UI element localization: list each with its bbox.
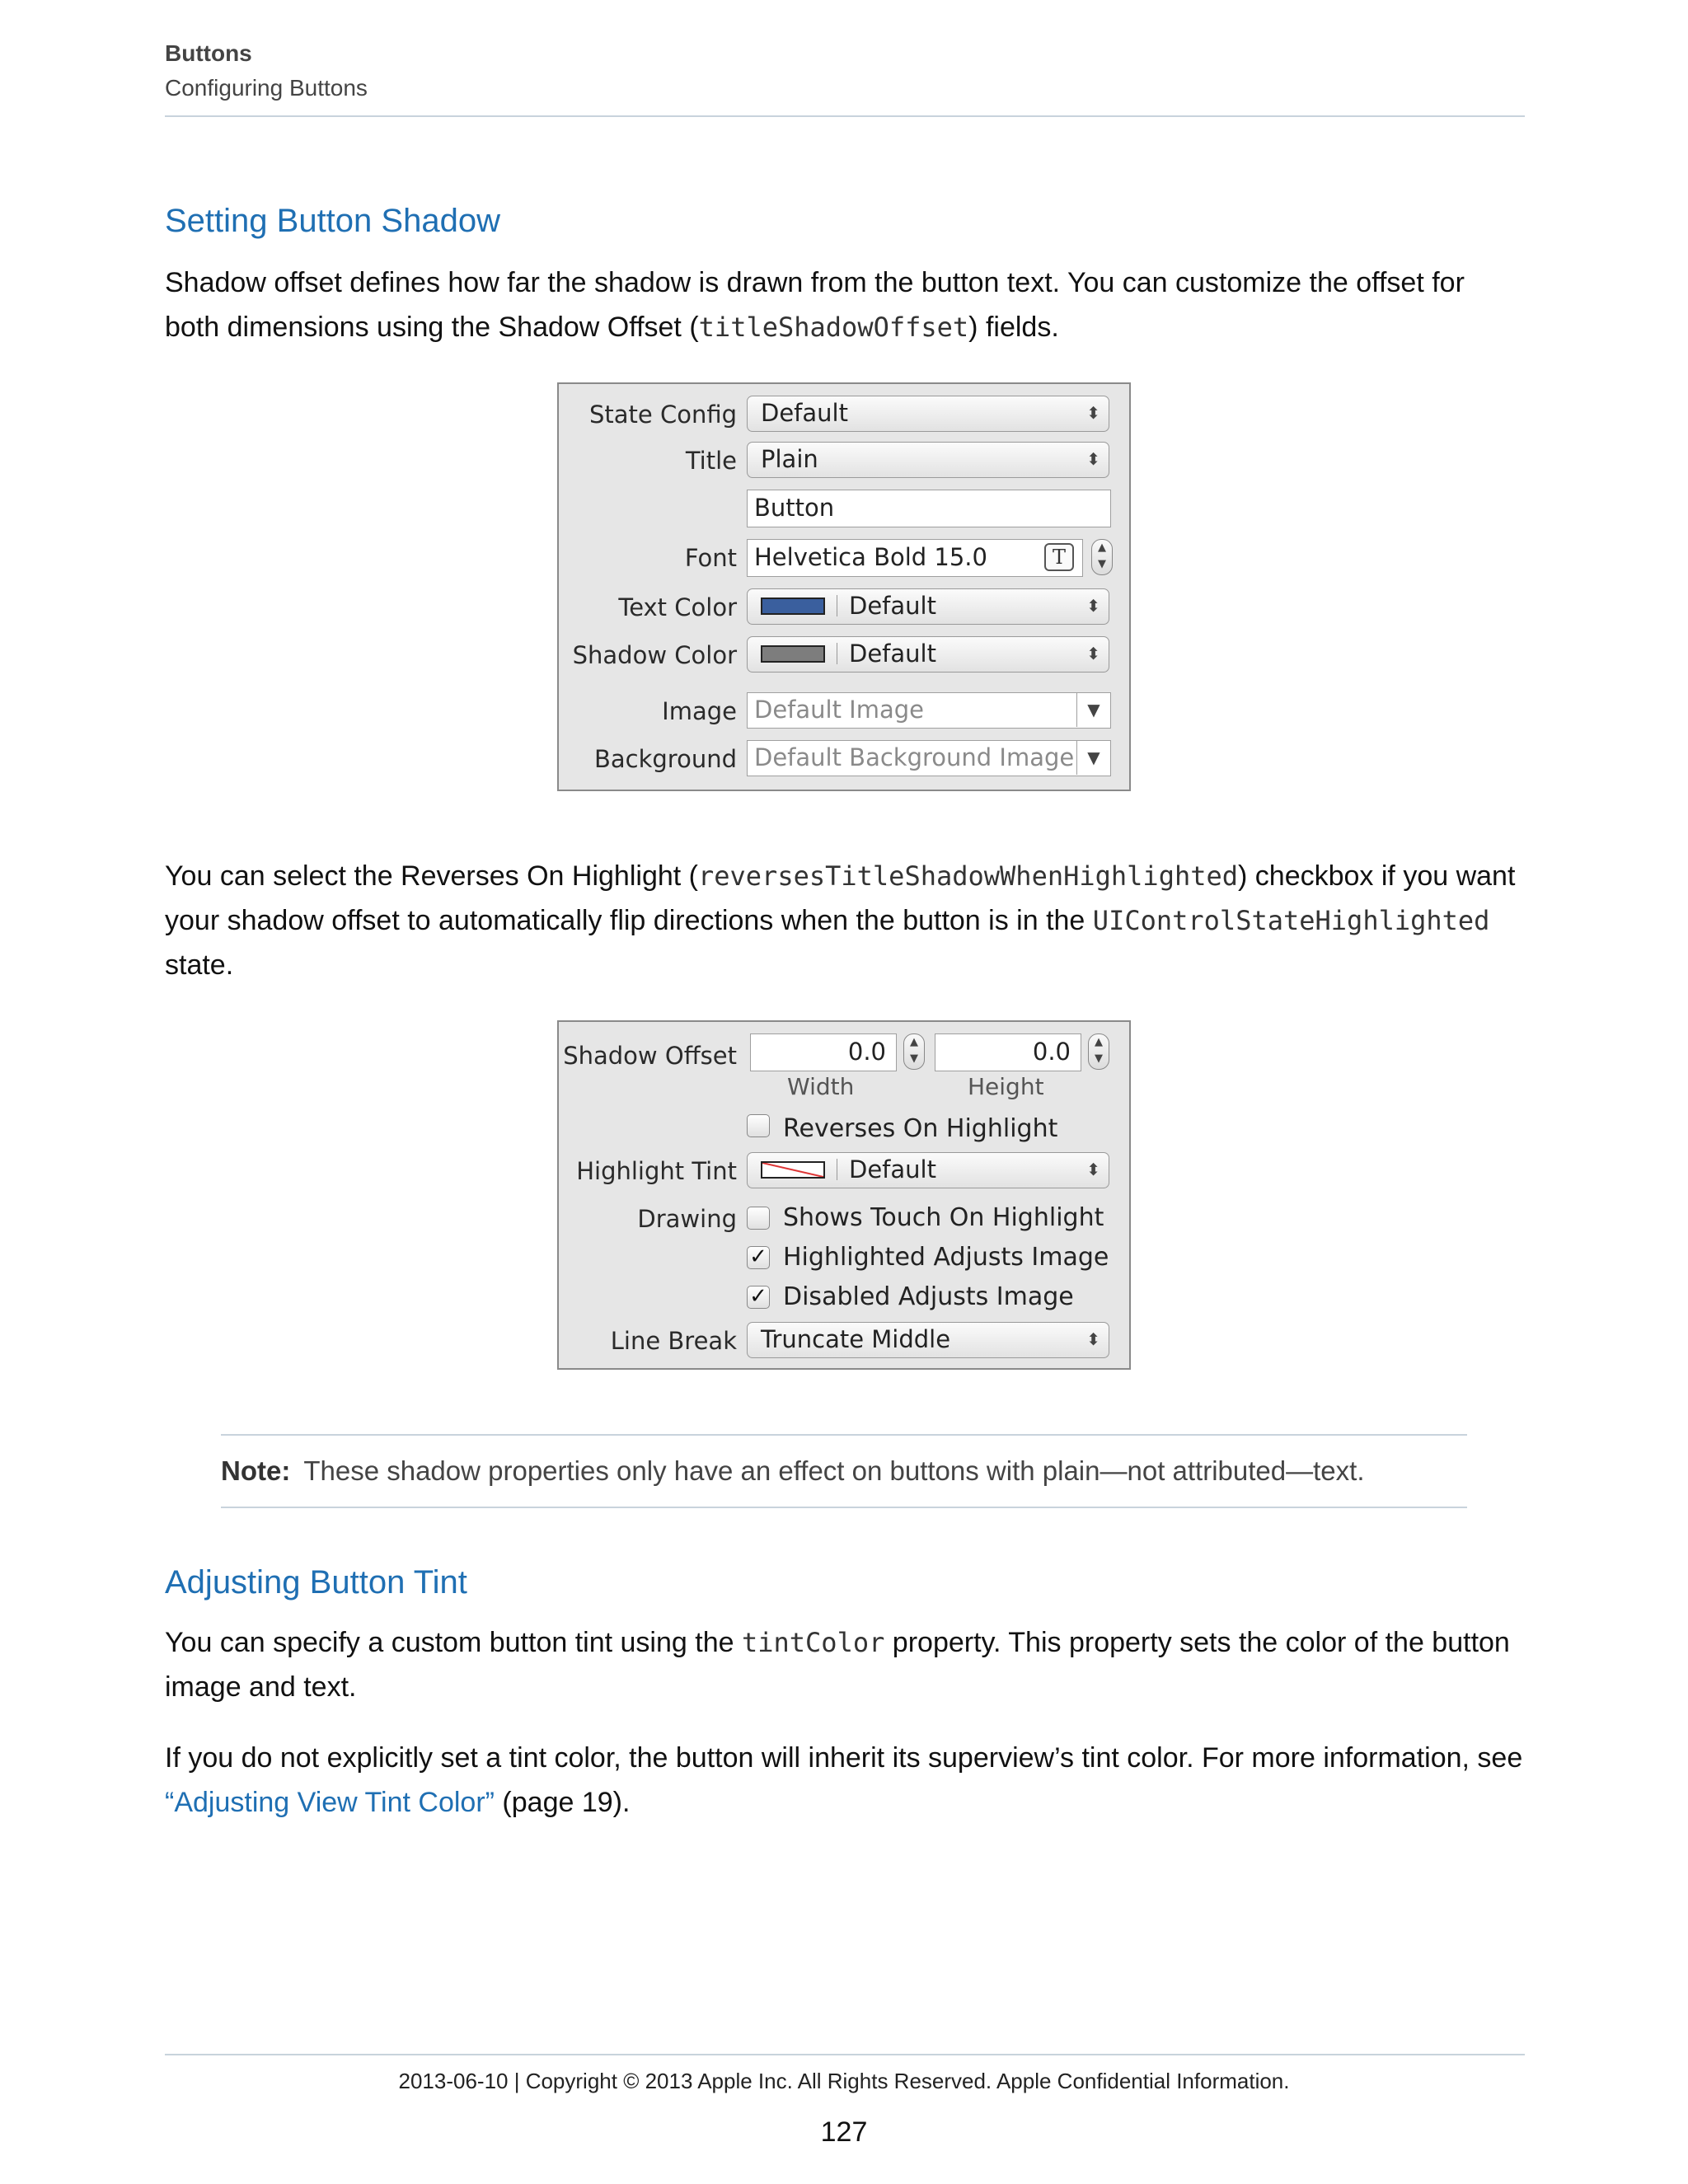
text-color-swatch bbox=[761, 598, 825, 615]
font-field[interactable] bbox=[747, 539, 1083, 577]
shadow-offset-label: Shadow Offset bbox=[563, 1042, 737, 1070]
updown-arrows-icon: ⬍ bbox=[1086, 644, 1100, 663]
width-sublabel: Width bbox=[787, 1073, 855, 1100]
code-uicontrolstate-highlighted: UIControlStateHighlighted bbox=[1092, 905, 1490, 936]
text: ) checkbox if you want your shadow offset to automatically flip directions when the button is in the bbox=[165, 860, 1516, 936]
highlighted-adjusts-image-checkbox[interactable]: ✓ bbox=[747, 1246, 770, 1269]
updown-arrows-icon: ⬍ bbox=[1086, 596, 1100, 616]
shadow-color-label: Shadow Color bbox=[572, 641, 737, 669]
title-type-popup[interactable] bbox=[747, 442, 1109, 478]
text: Shadow offset defines how far the shadow is drawn from the button text. You can customize the offset for both dimensions using the Shadow Offset ( bbox=[165, 267, 1465, 343]
text-color-popup[interactable] bbox=[747, 588, 1109, 625]
popup-value: Default bbox=[849, 1155, 936, 1183]
code-tint-color: tintColor bbox=[741, 1627, 885, 1658]
text-color-label: Text Color bbox=[618, 593, 737, 621]
popup-value: Plain bbox=[761, 445, 818, 473]
state-config-popup[interactable] bbox=[747, 396, 1109, 432]
highlight-tint-label: Highlight Tint bbox=[576, 1157, 737, 1185]
shadow-drawing-inspector-panel bbox=[557, 1020, 1131, 1370]
shadow-width-field[interactable]: 0.0 bbox=[750, 1033, 897, 1071]
highlighted-adjusts-image-label: Highlighted Adjusts Image bbox=[783, 1243, 1109, 1272]
disabled-adjusts-image-checkbox[interactable]: ✓ bbox=[747, 1286, 770, 1309]
shadow-width-stepper[interactable]: ▲ ▼ bbox=[903, 1033, 925, 1070]
drawing-label: Drawing bbox=[637, 1205, 737, 1233]
page-header bbox=[165, 36, 1525, 117]
dropdown-arrow-icon[interactable]: ▼ bbox=[1076, 741, 1110, 775]
disabled-adjusts-image-label: Disabled Adjusts Image bbox=[783, 1282, 1074, 1311]
font-picker-icon[interactable]: T bbox=[1044, 543, 1074, 571]
font-value: Helvetica Bold 15.0 bbox=[754, 543, 987, 571]
section-title: Configuring Buttons bbox=[165, 75, 368, 101]
shows-touch-checkbox[interactable] bbox=[747, 1207, 770, 1230]
shadow-height-field[interactable]: 0.0 bbox=[935, 1033, 1081, 1071]
background-placeholder: Default Background Image bbox=[754, 743, 1075, 771]
code-reverses-title-shadow: reversesTitleShadowWhenHighlighted bbox=[697, 860, 1239, 892]
note-box bbox=[221, 1434, 1467, 1508]
popup-value: Truncate Middle bbox=[761, 1325, 951, 1353]
text: If you do not explicitly set a tint color, the button will inherit its superview’s tint color. For more information, see bbox=[165, 1742, 1523, 1774]
note-text: These shadow properties only have an effect on buttons with plain—not attributed—text. bbox=[303, 1455, 1365, 1486]
font-size-stepper[interactable]: ▲ ▼ bbox=[1091, 539, 1113, 575]
shows-touch-label: Shows Touch On Highlight bbox=[783, 1203, 1104, 1232]
updown-arrows-icon: ⬍ bbox=[1086, 1160, 1100, 1179]
line-break-popup[interactable] bbox=[747, 1322, 1109, 1358]
background-combo[interactable] bbox=[747, 740, 1111, 776]
text: (page 19). bbox=[494, 1787, 631, 1818]
image-combo[interactable] bbox=[747, 692, 1111, 729]
paragraph-inherit-tint bbox=[165, 1736, 1526, 1825]
note-label: Note: bbox=[221, 1455, 291, 1486]
paragraph-shadow-offset bbox=[165, 260, 1526, 349]
attributes-inspector-panel bbox=[557, 382, 1131, 791]
no-color-swatch-icon bbox=[761, 1161, 825, 1179]
reverses-on-highlight-label: Reverses On Highlight bbox=[783, 1114, 1058, 1143]
popup-value: Default bbox=[849, 640, 936, 668]
link-adjusting-view-tint-color[interactable]: “Adjusting View Tint Color” bbox=[165, 1787, 495, 1818]
footer-rule bbox=[165, 2054, 1525, 2055]
font-label: Font bbox=[684, 544, 737, 572]
shadow-color-swatch bbox=[761, 645, 825, 663]
popup-value: Default bbox=[849, 592, 936, 620]
text: state. bbox=[165, 949, 234, 981]
paragraph-reverses-on-highlight bbox=[165, 854, 1526, 987]
highlight-tint-popup[interactable] bbox=[747, 1152, 1109, 1188]
line-break-label: Line Break bbox=[610, 1327, 737, 1355]
chapter-title: Buttons bbox=[165, 40, 252, 66]
code-title-shadow-offset: titleShadowOffset bbox=[698, 312, 969, 343]
text: You can specify a custom button tint using the bbox=[165, 1627, 742, 1658]
updown-arrows-icon: ⬍ bbox=[1086, 1329, 1100, 1349]
shadow-height-stepper[interactable]: ▲ ▼ bbox=[1088, 1033, 1109, 1070]
text: You can select the Reverses On Highlight ( bbox=[165, 860, 698, 892]
title-label: Title bbox=[685, 447, 737, 475]
text: ) fields. bbox=[968, 312, 1059, 343]
state-config-label: State Config bbox=[588, 401, 737, 429]
page-number: 127 bbox=[820, 2116, 868, 2148]
popup-value: Default bbox=[761, 399, 848, 427]
height-sublabel: Height bbox=[968, 1073, 1044, 1100]
heading-adjusting-button-tint: Adjusting Button Tint bbox=[165, 1564, 467, 1601]
title-text-field[interactable]: Button bbox=[747, 490, 1111, 527]
image-label: Image bbox=[662, 697, 737, 725]
updown-arrows-icon: ⬍ bbox=[1086, 403, 1100, 423]
reverses-on-highlight-checkbox[interactable] bbox=[747, 1114, 770, 1137]
image-placeholder: Default Image bbox=[754, 696, 925, 724]
shadow-color-popup[interactable] bbox=[747, 636, 1109, 673]
paragraph-tint-color bbox=[165, 1620, 1526, 1709]
footer-copyright: 2013-06-10 | Copyright © 2013 Apple Inc. All Rights Reserved. Apple Confidential Information. bbox=[398, 2069, 1290, 2093]
dropdown-arrow-icon[interactable]: ▼ bbox=[1076, 693, 1110, 727]
updown-arrows-icon: ⬍ bbox=[1086, 449, 1100, 469]
background-label: Background bbox=[593, 745, 737, 773]
text: property. This property sets the color of the button image and text. bbox=[165, 1627, 1510, 1703]
heading-setting-button-shadow: Setting Button Shadow bbox=[165, 203, 500, 239]
